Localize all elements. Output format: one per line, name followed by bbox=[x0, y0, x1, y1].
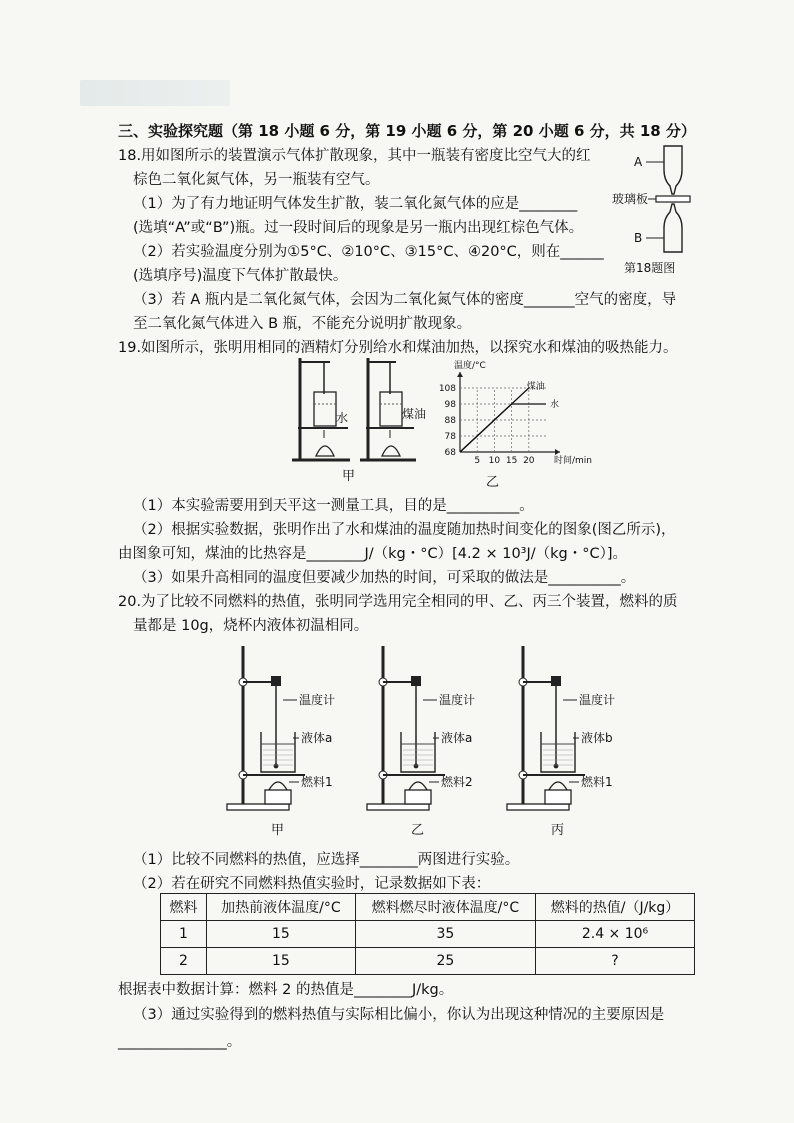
stand-base bbox=[367, 804, 429, 810]
label-thermometer: 温度计 bbox=[439, 693, 476, 707]
series-line-water bbox=[460, 404, 546, 452]
fuel-burner bbox=[265, 790, 291, 804]
caption-yi: 乙 bbox=[486, 475, 500, 490]
label-thermometer: 温度计 bbox=[299, 693, 336, 707]
q19-temperature-chart bbox=[420, 360, 593, 490]
cell: 2 bbox=[161, 948, 207, 975]
q18-part3-line2: 至二氧化氮气体进入 B 瓶，不能充分说明扩散现象。 bbox=[133, 316, 472, 332]
q19-apparatus-jia bbox=[288, 352, 428, 482]
q19-part2-line1: （2）根据实验数据，张明作出了水和煤油的温度随加热时间变化的图象(图乙所示)， bbox=[133, 522, 676, 538]
thermometer-bulb bbox=[554, 764, 559, 769]
q18-part2-line1: （2）若实验温度分别为①5°C、②10°C、③15°C、④20°C，则在______ bbox=[133, 244, 604, 260]
q18-stem-line2: 棕色二氧化氮气体，另一瓶装有空气。 bbox=[133, 172, 380, 188]
cell: 2.4 × 10⁶ bbox=[536, 921, 695, 948]
x-tick-label: 5 bbox=[474, 456, 481, 466]
q20-calc: 根据表中数据计算：燃料 2 的热值是________J/kg。 bbox=[118, 982, 454, 998]
fuel-data-table bbox=[160, 893, 695, 975]
q20-stem-line2: 量都是 10g，烧杯内液体初温相同。 bbox=[133, 618, 369, 634]
glass-plate bbox=[656, 196, 690, 202]
cell: 25 bbox=[355, 948, 535, 975]
apparatus-yi bbox=[367, 646, 475, 838]
y-tick-label: 78 bbox=[444, 432, 456, 442]
q20-part3-line1: （3）通过实验得到的燃料热值与实际相比偏小，你认为出现这种情况的主要原因是 bbox=[133, 1007, 665, 1023]
flame bbox=[409, 782, 427, 790]
y-tick-label: 88 bbox=[444, 416, 456, 426]
th-heat-value: 燃料的热值/（J/kg） bbox=[536, 894, 695, 921]
flame bbox=[269, 782, 287, 790]
y-tick-label: 68 bbox=[444, 448, 456, 458]
scan-smudge bbox=[80, 80, 230, 106]
label-liquid: 液体b bbox=[581, 731, 613, 745]
section-title: 三、实验探究题（第 18 小题 6 分，第 19 小题 6 分，第 20 小题 6 分，共 18 分） bbox=[118, 122, 696, 140]
label-thermometer: 温度计 bbox=[579, 693, 616, 707]
apparatus-bing bbox=[507, 646, 615, 838]
y-tick-label: 98 bbox=[444, 400, 456, 410]
cell: 15 bbox=[207, 948, 356, 975]
label-fuel: 燃料2 bbox=[441, 775, 473, 789]
label-water: 水 bbox=[336, 411, 349, 425]
cell: 35 bbox=[355, 921, 535, 948]
caption-jia: 甲 bbox=[342, 469, 356, 484]
y-axis-arrow bbox=[457, 372, 463, 377]
label-fuel: 燃料1 bbox=[581, 775, 613, 789]
q19-stem: 19.如图所示，张明用相同的酒精灯分别给水和煤油加热，以探究水和煤油的吸热能力。 bbox=[118, 340, 678, 356]
label-a: A bbox=[634, 155, 643, 169]
cell: 15 bbox=[207, 921, 356, 948]
fuel-burner bbox=[405, 790, 431, 804]
thermometer-bulb bbox=[414, 764, 419, 769]
q18-part2-line2: (选填序号)温度下气体扩散最快。 bbox=[133, 268, 348, 284]
q20-part1: （1）比较不同燃料的热值，应选择________两图进行实验。 bbox=[133, 852, 520, 868]
thermometer-bulb bbox=[274, 764, 279, 769]
cell: ? bbox=[536, 948, 695, 975]
q20-apparatus bbox=[225, 640, 645, 840]
clamp-head bbox=[551, 676, 561, 686]
x-tick-label: 15 bbox=[505, 456, 518, 466]
series-label: 煤油 bbox=[526, 382, 545, 392]
x-axis-arrow bbox=[555, 449, 560, 455]
table-row bbox=[161, 948, 695, 975]
q18-part3-line1: （3）若 A 瓶内是二氧化氮气体，会因为二氧化氮气体的密度_______空气的密度，导 bbox=[133, 292, 677, 308]
bottle-b bbox=[664, 204, 682, 252]
label-liquid: 液体a bbox=[441, 731, 473, 745]
bottle-a bbox=[664, 146, 682, 194]
th-fuel: 燃料 bbox=[161, 894, 207, 921]
th-final-temp: 燃料燃尽时液体温度/°C bbox=[355, 894, 535, 921]
q20-part3-line2: _______________。 bbox=[118, 1034, 242, 1050]
q19-part1: （1）本实验需要用到天平这一测量工具，目的是__________。 bbox=[133, 498, 534, 514]
clamp-head bbox=[271, 676, 281, 686]
label-b: B bbox=[634, 231, 643, 245]
th-initial-temp: 加热前液体温度/°C bbox=[207, 894, 356, 921]
label-glass: 玻璃板 bbox=[612, 192, 649, 206]
table-row bbox=[161, 921, 695, 948]
figure18-caption: 第18题图 bbox=[624, 261, 676, 275]
flame bbox=[549, 782, 567, 790]
label-liquid: 液体a bbox=[301, 731, 333, 745]
series-label: 水 bbox=[550, 400, 560, 410]
q20-part2: （2）若在研究不同燃料热值实验时，记录数据如下表： bbox=[133, 876, 491, 892]
cell: 1 bbox=[161, 921, 207, 948]
caption-bing: 丙 bbox=[551, 823, 565, 838]
caption-yi: 乙 bbox=[411, 823, 425, 838]
table-header-row bbox=[161, 894, 695, 921]
y-tick-label: 108 bbox=[438, 384, 456, 394]
stand-base bbox=[227, 804, 289, 810]
label-fuel: 燃料1 bbox=[301, 775, 333, 789]
clamp-head bbox=[411, 676, 421, 686]
q18-figure bbox=[612, 140, 702, 280]
q18-part1-line2: (选填“A”或“B”)瓶。过一段时间后的现象是另一瓶内出现红棕色气体。 bbox=[133, 220, 584, 236]
x-axis-label: 时间/min bbox=[554, 456, 593, 466]
q18-stem-line1: 18.用如图所示的装置演示气体扩散现象，其中一瓶装有密度比空气大的红 bbox=[118, 148, 591, 164]
label-kerosene: 煤油 bbox=[402, 407, 427, 421]
caption-jia: 甲 bbox=[271, 823, 285, 838]
x-tick-label: 20 bbox=[523, 456, 535, 466]
x-tick-label: 10 bbox=[488, 456, 501, 466]
apparatus-jia bbox=[227, 646, 335, 838]
stand-base bbox=[507, 804, 569, 810]
q19-part3: （3）如果升高相同的温度但要减少加热的时间，可采取的做法是__________。 bbox=[133, 570, 636, 586]
q20-stem-line1: 20.为了比较不同燃料的热值，张明同学选用完全相同的甲、乙、丙三个装置，燃料的质 bbox=[118, 594, 678, 610]
fuel-burner bbox=[545, 790, 571, 804]
y-axis-label: 温度/°C bbox=[454, 361, 486, 371]
q19-part2-line2: 由图象可知，煤油的比热容是________J/（kg・°C）[4.2 × 10³J/（kg・°C）]。 bbox=[118, 546, 628, 562]
q18-part1-line1: （1）为了有力地证明气体发生扩散，装二氧化氮气体的应是________ bbox=[133, 196, 578, 212]
